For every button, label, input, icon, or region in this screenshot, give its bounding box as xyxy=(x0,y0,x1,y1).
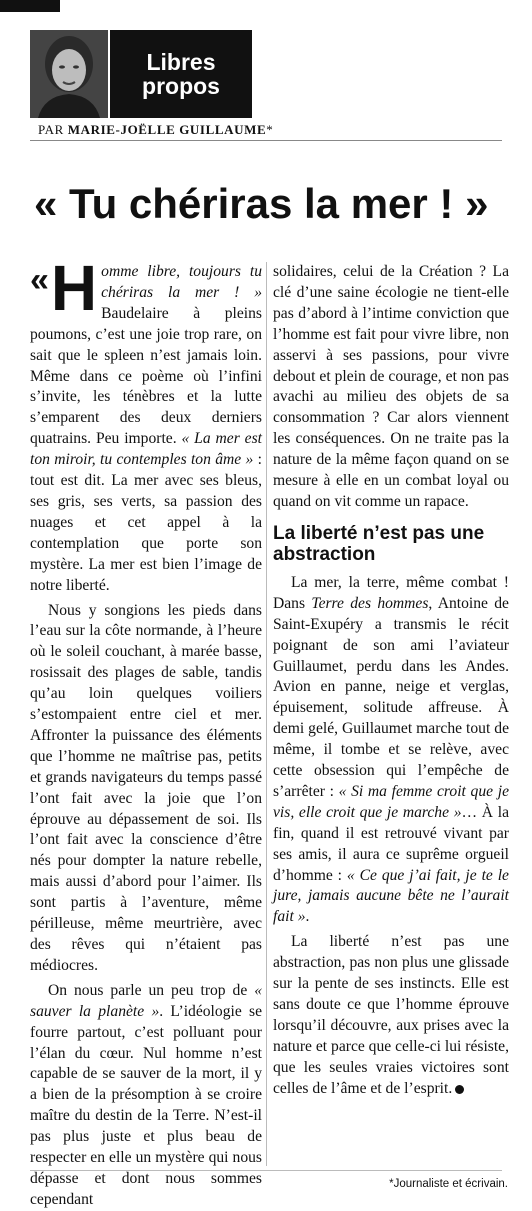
column-divider xyxy=(266,262,267,1166)
guillaumet-quote-1: « Si ma femme croit que je vis, elle croit que je marche » xyxy=(273,782,509,821)
paragraph-5-text-a: La mer, la terre, même combat ! Dans xyxy=(273,573,509,612)
byline-footnote-mark: * xyxy=(266,122,274,137)
paragraph-1-text-a: Baudelaire à pleins poumons, c’est une joie trop rare, on sait que le spleen n’est jamais loin. Même dans ce poème où l’infini s’invite, les ténèbres et la lutte s’emparent des deux derniers quatrains. Peu importe. xyxy=(30,304,262,448)
byline-prefix: PAR xyxy=(38,122,64,137)
paragraph-5-text-b: , Antoine de Saint-Exupéry a transmis le récit poignant de son ami l’aviateur Guillaumet, perdu dans les Andes. Avion en panne, neige et verglas, épuisement, solitude affreuse. À demi gelé, Guillaumet marche tout de même, il tombe et se relève, avec cette obsession qui l’empêche de s’arrêter : xyxy=(273,594,509,800)
column-rubric xyxy=(110,30,252,118)
paragraph-5 xyxy=(273,573,509,928)
opening-quote-text: omme libre, toujours tu chériras la mer ! » xyxy=(101,263,262,301)
paragraph-3-text-b: . L’idéologie se fourre partout, c’est polluant pour l’élan du cœur. Nul homme n’est capable de se sauver de la mort, il y a bien de la présomption à se croire maître du destin de la Terre. N’est-il pas plus juste et plus beau de respecter en elle un mystère qui nous dépasse et dont nous sommes cependant xyxy=(30,1002,263,1208)
paragraph-6 xyxy=(273,932,509,1099)
end-of-article-bullet xyxy=(455,1085,464,1094)
drop-cap-letter: H xyxy=(50,252,98,324)
book-title: Terre des hommes xyxy=(311,594,429,612)
rubric-line-1: Libres xyxy=(146,49,216,75)
byline-author: MARIE-JOËLLE GUILLAUME xyxy=(67,122,267,137)
guillaumet-quote-2: « Ce que j’ai fait, je te le jure, jamais aucune bête ne l’aurait fait » xyxy=(273,866,509,926)
article-column-1 xyxy=(30,252,263,1211)
article-headline: « Tu chériras la mer ! » xyxy=(34,180,489,227)
planet-quote: « sauver la planète » xyxy=(30,981,262,1020)
paragraph-1-text-b: : tout est dit. La mer avec ses bleus, ses gris, ses verts, sa passion des nuages et cet appel à la contemplation que porte son mystère. La mer est bien l’image de notre liberté. xyxy=(30,451,263,594)
rubric-line-2: propos xyxy=(142,73,220,99)
section-subheading: La liberté n’est pas une abstraction xyxy=(273,522,485,565)
paragraph-3-text-a: On nous parle un peu trop de xyxy=(48,981,255,999)
paragraph-2: Nous y songions les pieds dans l’eau sur la côte normande, à l’heure où le soleil couchant, à marée basse, rosissait des plages de sable, tandis qu’au loin quelques voiliers s’estompaient entre ciel et mer. Affronter la puissance des éléments que l’homme ne maîtrise pas, petits et grands navigateurs du temps passé l’ont fait avec la joie que l’on éprouve au dépassement de soi. Ils l’ont fait avec la conscience d’être nés pour dompter la nature rebelle, mais aussi d’abord pour l’aimer. Ils sont partis à l’aventure, même périlleuse, même meurtrière, avec des rêves qui n’étaient pas médiocres. xyxy=(30,601,262,974)
paragraph-5-text-d: . xyxy=(305,908,310,926)
article-column-2 xyxy=(273,262,509,1100)
paragraph-4: solidaires, celui de la Création ? La clé d’une saine écologie ne tient-elle pas d’abord à l’intime conviction que l’homme est fait pour vivre libre, non asservi à ses passions, pour vivre debout et plein de courage, et non pas avachi au milieu des objets de sa consommation ? Car alors viennent les conséquences. On ne traite pas la nature de la même façon quand on se mesure à elle en un combat loyal ou quand on vit comme un rapace. xyxy=(273,263,509,510)
opening-quote-mark: « xyxy=(30,261,49,299)
footer-rule xyxy=(30,1170,502,1171)
paragraph-6-text: La liberté n’est pas une abstraction, pas non plus une glissade sur la pente de ses instincts. Elle est sans doute ce que l’homme éprouve lorsqu’il découvre, aux prises avec la nature et parce que celle-ci lui résiste, que les seules vraies victoires sont celles de l’âme et de l’esprit. xyxy=(273,933,509,1097)
byline xyxy=(38,122,273,138)
baudelaire-quote: « La mer est ton miroir, tu contemples ton âme » xyxy=(30,430,262,469)
paragraph-5-text-c: … À la fin, quand il est retrouvé vivant par ses amis, il aura ce suprême orgueil d’homme : xyxy=(273,803,510,884)
paragraph-3 xyxy=(30,981,262,1211)
header-rule xyxy=(30,140,502,141)
paragraph-1 xyxy=(30,252,263,597)
top-black-bar xyxy=(0,0,60,12)
author-footnote: *Journaliste et écrivain. xyxy=(389,1178,508,1190)
opening-drop-cap xyxy=(30,252,98,324)
author-photo xyxy=(30,30,108,118)
